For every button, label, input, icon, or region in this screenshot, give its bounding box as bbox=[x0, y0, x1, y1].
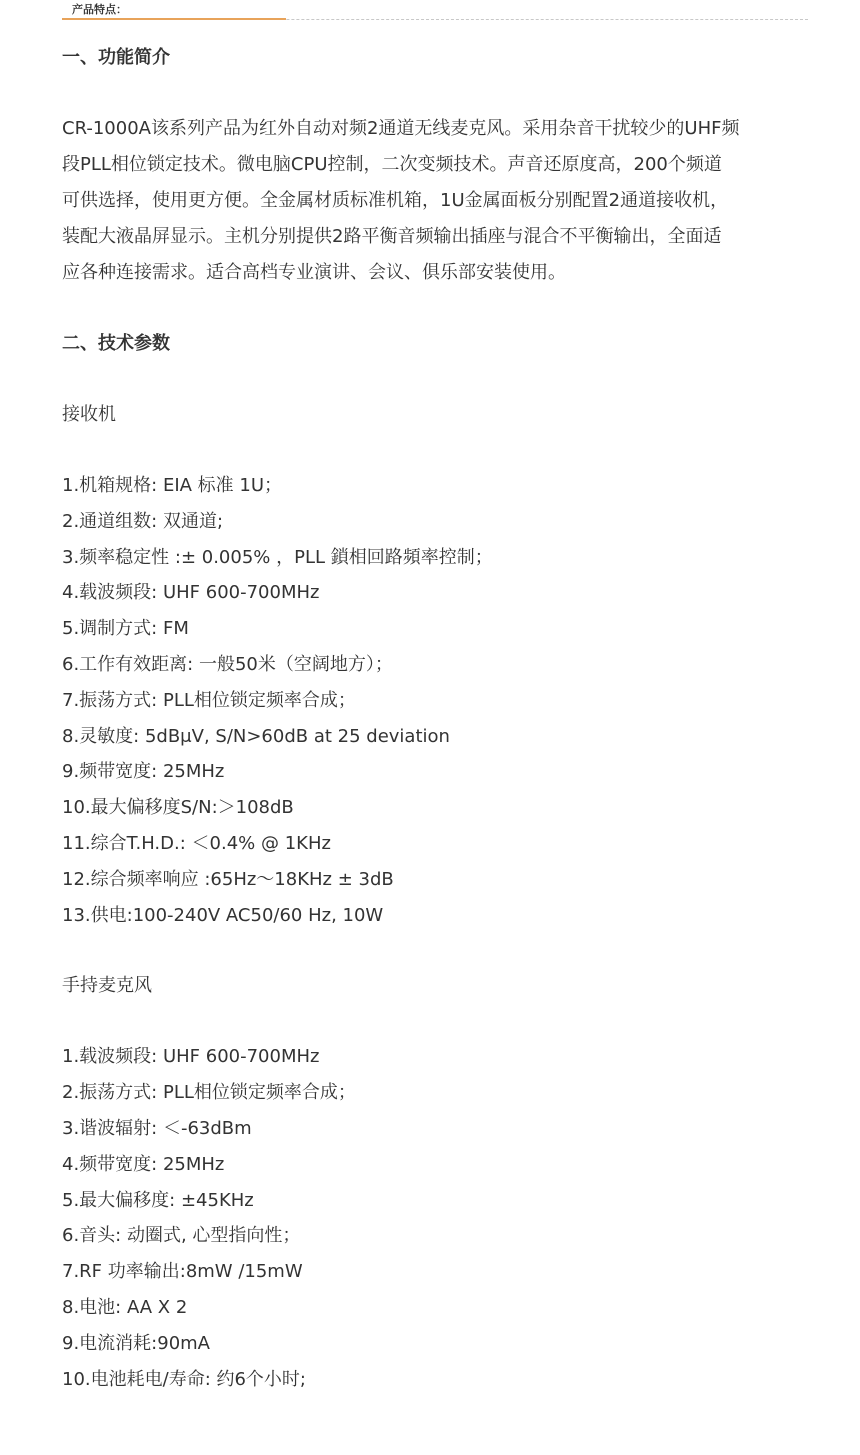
intro-line: 可供选择，使用更方便。全金属材质标准机箱，1U金属面板分别配置2通道接收机， bbox=[62, 190, 729, 211]
handheld-spec-item: 10.电池耗电/寿命: 约6个小时; bbox=[62, 1368, 306, 1390]
handheld-spec-item: 8.电池: AA X 2 bbox=[62, 1296, 188, 1318]
receiver-title: 接收机 bbox=[62, 404, 116, 425]
handheld-spec-item: 5.最大偏移度: ±45KHz bbox=[62, 1189, 254, 1211]
receiver-spec-item: 11.综合T.H.D.: ＜0.4% @ 1KHz bbox=[62, 832, 331, 854]
header-divider-accent bbox=[62, 18, 286, 20]
receiver-spec-item: 3.频率稳定性 :± 0.005% ，PLL 鎖相回路頻率控制； bbox=[62, 546, 493, 568]
handheld-spec-item: 7.RF 功率输出:8mW /15mW bbox=[62, 1261, 303, 1283]
receiver-spec-list bbox=[62, 468, 808, 933]
receiver-spec-item: 9.频带宽度: 25MHz bbox=[62, 761, 225, 783]
receiver-spec-item: 12.综合频率响应 :65Hz～18KHz ± 3dB bbox=[62, 868, 394, 890]
intro-line: 装配大液晶屏显示。主机分别提供2路平衡音频输出插座与混合不平衡输出，全面适 bbox=[62, 226, 722, 247]
handheld-spec-item: 9.电流消耗:90mA bbox=[62, 1332, 210, 1354]
intro-line: 应各种连接需求。适合高档专业演讲、会议、俱乐部安装使用。 bbox=[62, 262, 566, 283]
handheld-spec-item: 3.谐波辐射: ＜-63dBm bbox=[62, 1117, 252, 1139]
receiver-spec-item: 7.振荡方式: PLL相位锁定频率合成； bbox=[62, 689, 356, 711]
intro-line: 段PLL相位锁定技术。微电脑CPU控制，二次变频技术。声音还原度高，200个频道 bbox=[62, 154, 722, 175]
receiver-spec-item: 4.载波频段: UHF 600-700MHz bbox=[62, 582, 320, 604]
intro-line: CR-1000A该系列产品为红外自动对频2通道无线麦克风。采用杂音干扰较少的UHF频 bbox=[62, 118, 740, 139]
receiver-spec-item: 2.通道组数: 双通道; bbox=[62, 510, 224, 532]
receiver-spec-item: 8.灵敏度: 5dBμV, S/N>60dB at 25 deviation bbox=[62, 725, 450, 747]
handheld-spec-item: 4.频带宽度: 25MHz bbox=[62, 1153, 225, 1175]
section-title-intro: 一、功能简介 bbox=[62, 47, 170, 68]
handheld-title: 手持麦克风 bbox=[62, 975, 152, 997]
receiver-spec-item: 1.机箱规格: EIA 标准 1U； bbox=[62, 475, 283, 496]
intro-paragraph bbox=[62, 111, 808, 291]
section-tab-label: 产品特点： bbox=[72, 3, 127, 16]
handheld-spec-item: 2.振荡方式: PLL相位锁定频率合成； bbox=[62, 1082, 356, 1104]
receiver-spec-item: 13.供电:100-240V AC50/60 Hz, 10W bbox=[62, 904, 384, 926]
document-body bbox=[62, 40, 808, 1397]
receiver-spec-item: 5.调制方式: FM bbox=[62, 618, 189, 640]
handheld-spec-item: 6.音头: 动圈式, 心型指向性； bbox=[62, 1225, 301, 1247]
receiver-spec-item: 6.工作有效距离: 一般50米（空阔地方）； bbox=[62, 653, 393, 675]
handheld-spec-item: 1.载波频段: UHF 600-700MHz bbox=[62, 1046, 320, 1068]
section-title-specs: 二、技术参数 bbox=[62, 333, 170, 354]
receiver-spec-item: 10.最大偏移度S/N:＞108dB bbox=[62, 797, 294, 819]
handheld-spec-list bbox=[62, 1039, 808, 1397]
